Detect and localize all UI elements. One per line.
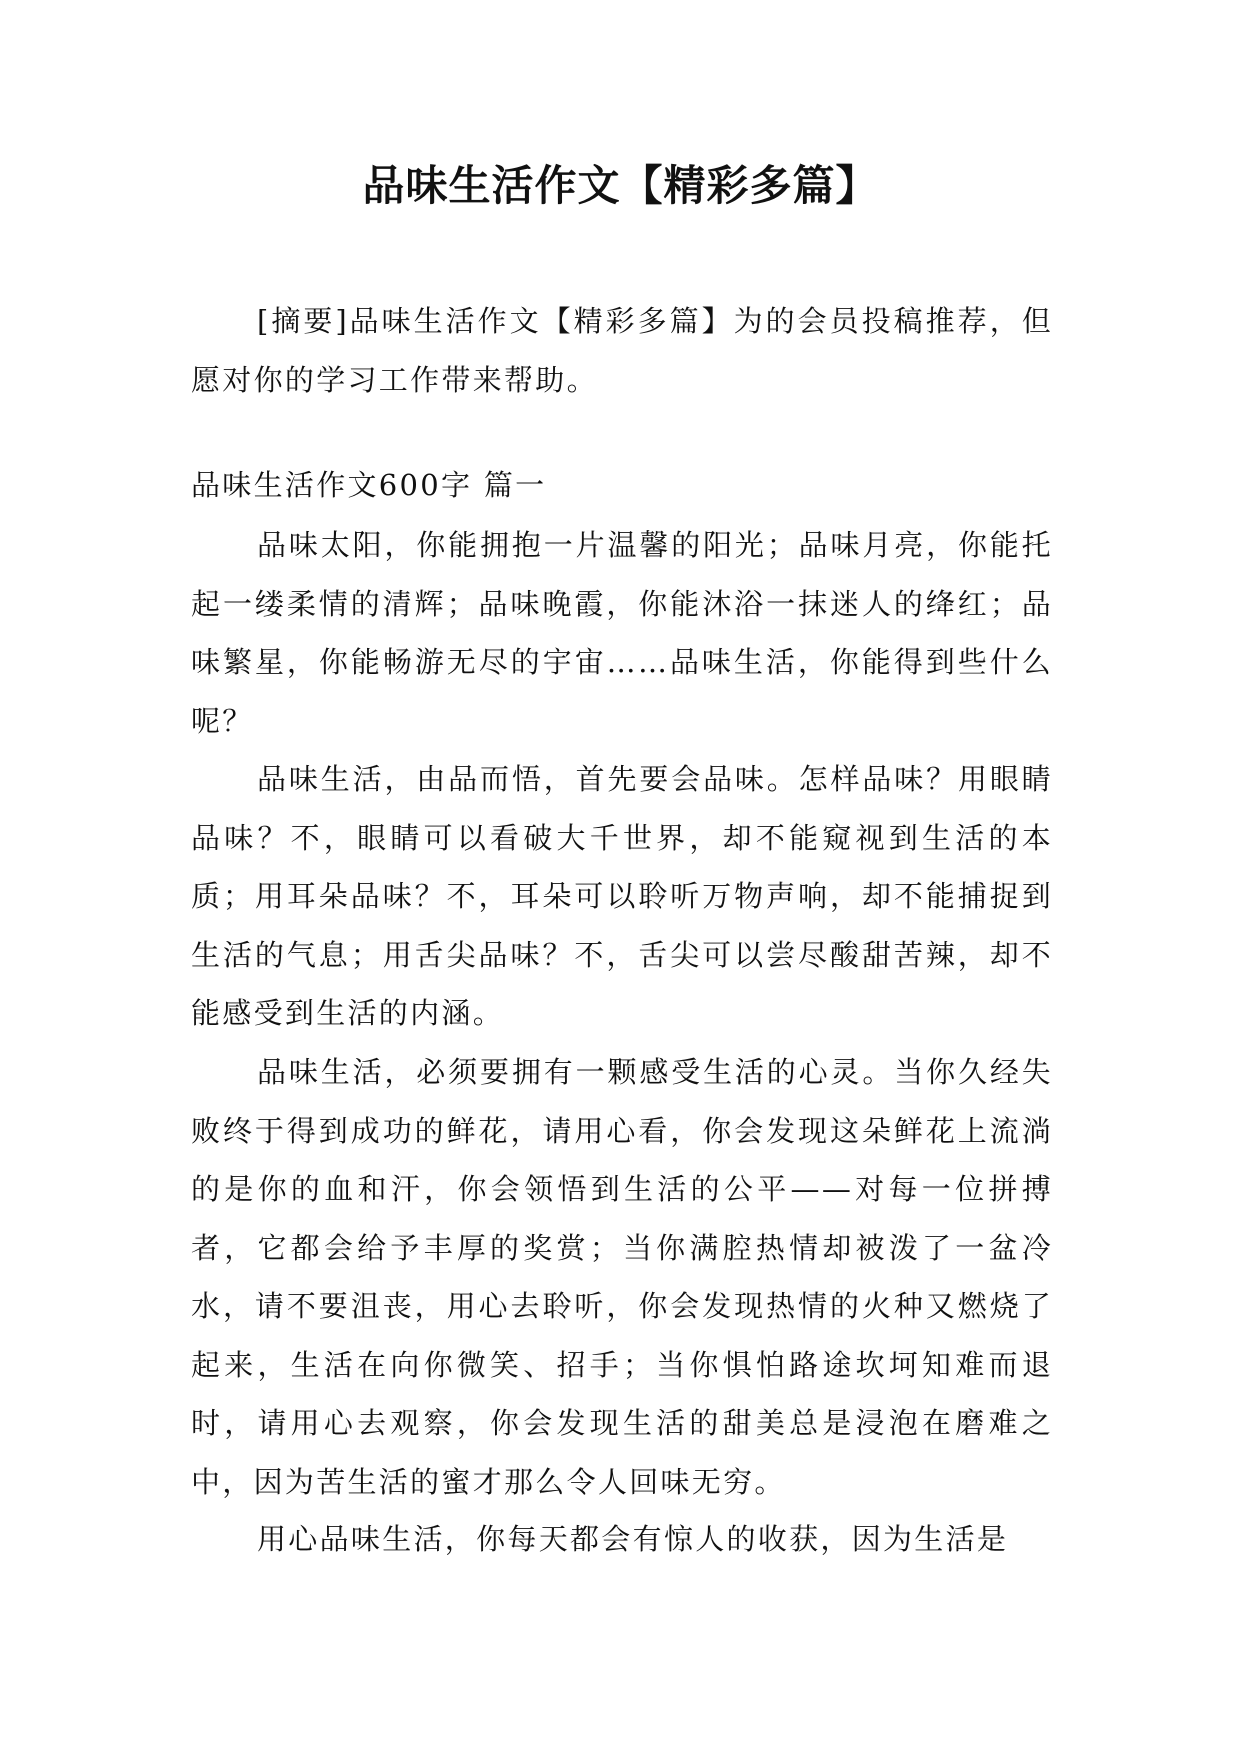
section-heading: 品味生活作文600字 篇一	[191, 468, 547, 502]
document-title: 品味生活作文【精彩多篇】	[362, 161, 879, 210]
body-paragraph: 用心品味生活，你每天都会有惊人的收获，因为生活是	[257, 1522, 1009, 1556]
body-paragraph: 品味生活，必须要拥有一颗感受生活的心灵。当你久经失败终于得到成功的鲜花，请用心看，你会发现这朵鲜花上流淌的是你的血和汗，你会领悟到生活的公平——对每一位拼搏者，它都会给予丰厚的奖赏；当你满腔热情却被泼了一盆冷水，请不要沮丧，用心去聆听，你会发现热情的火种又燃烧了起来，生活在向你微笑、招手；当你惧怕路途坎坷知难而退时，请用心去观察，你会发现生活的甜美总是浸泡在磨难之中，因为苦生活的蜜才那么令人回味无穷。	[191, 1055, 1053, 1499]
body-paragraph: 品味生活，由品而悟，首先要会品味。怎样品味？用眼睛品味？不，眼睛可以看破大千世界，却不能窥视到生活的本质；用耳朵品味？不，耳朵可以聆听万物声响，却不能捕捉到生活的气息；用舌尖品味？不，舌尖可以尝尽酸甜苦辣，却不能感受到生活的内涵。	[191, 762, 1053, 1030]
abstract-paragraph: [摘要]品味生活作文【精彩多篇】为的会员投稿推荐，但愿对你的学习工作带来帮助。	[191, 304, 1053, 397]
body-paragraph: 品味太阳，你能拥抱一片温馨的阳光；品味月亮，你能托起一缕柔情的清辉；品味晚霞，你能沐浴一抹迷人的绛红；品味繁星，你能畅游无尽的宇宙……品味生活，你能得到些什么呢？	[191, 528, 1053, 738]
